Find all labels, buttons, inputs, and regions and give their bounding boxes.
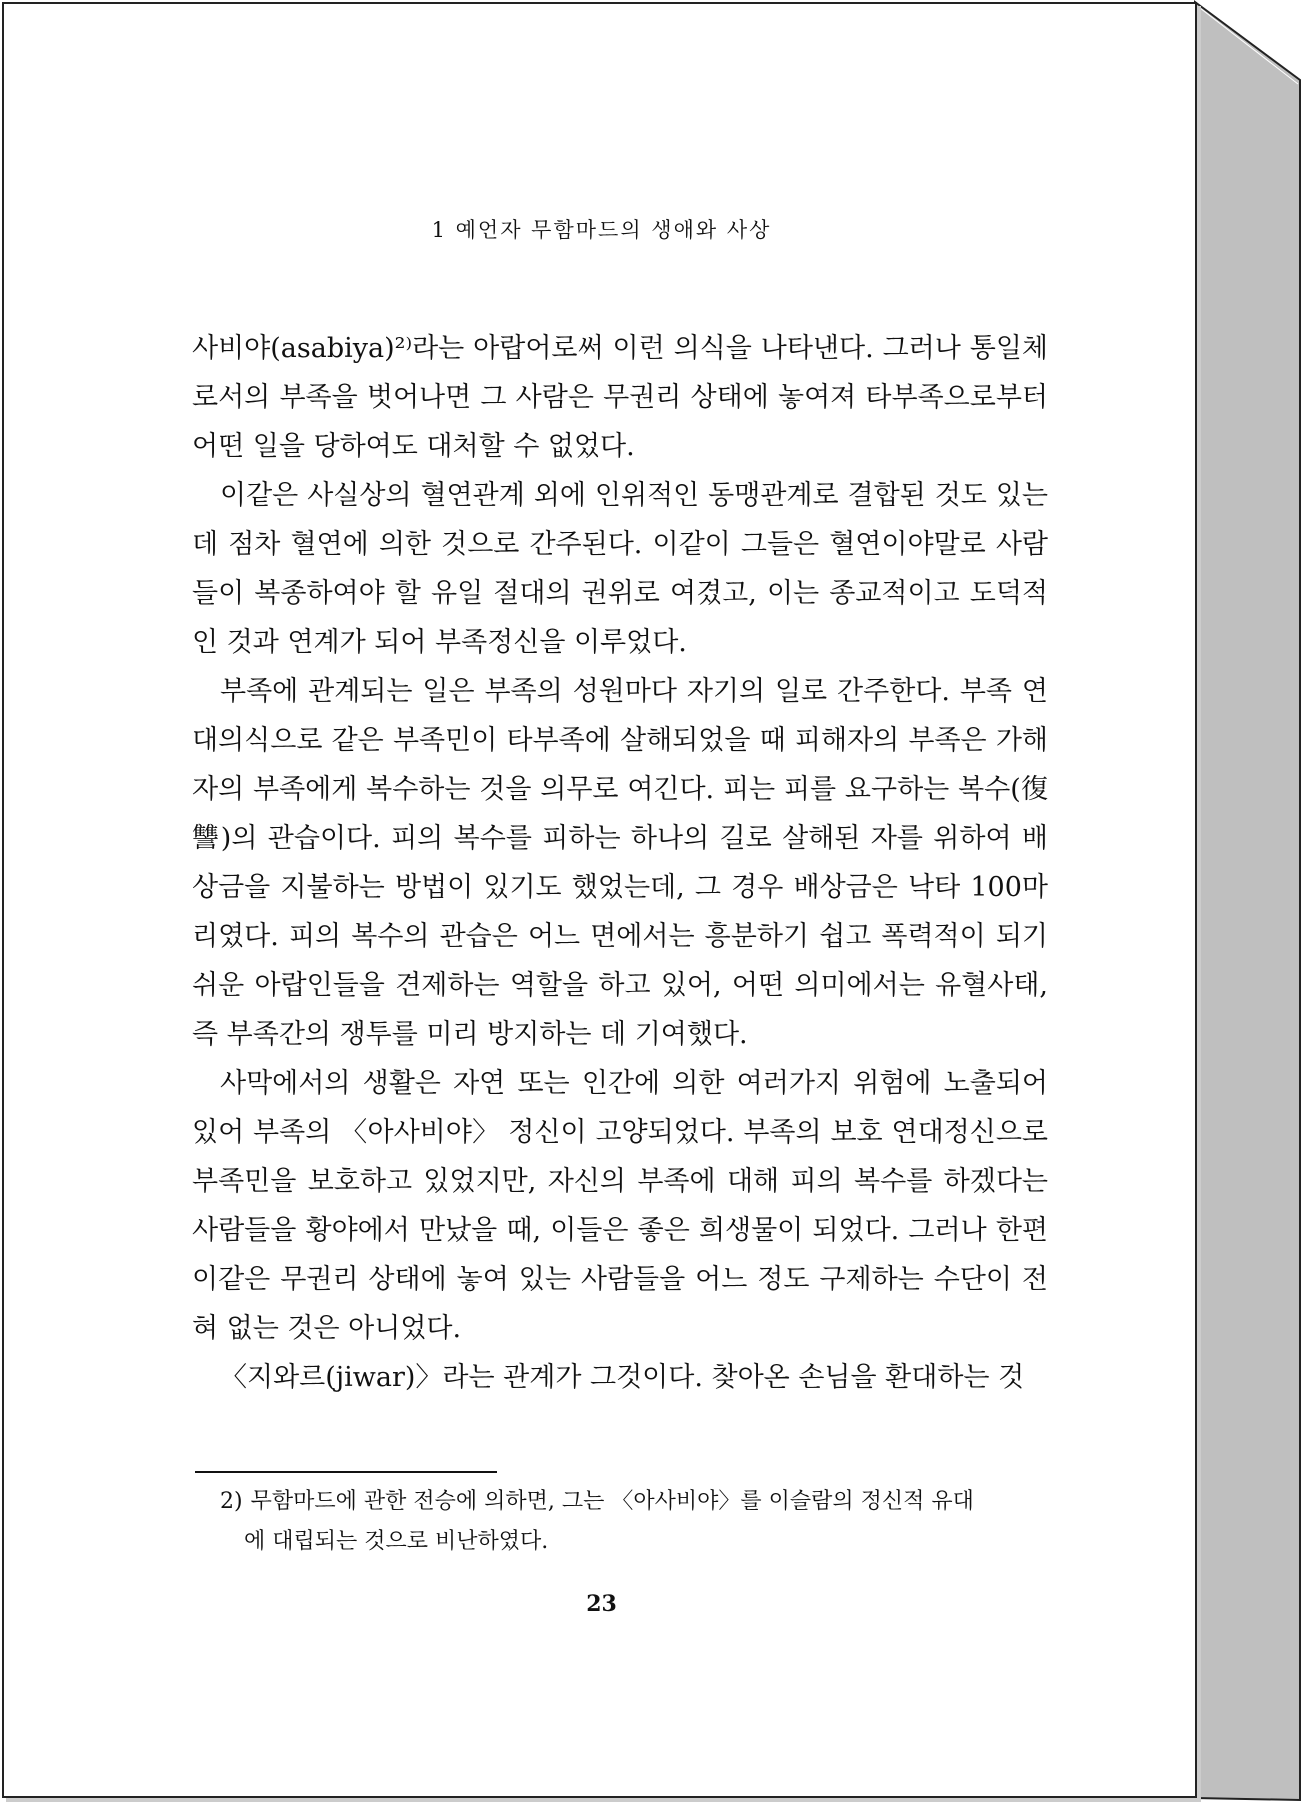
paragraph: 이같은 사실상의 혈연관계 외에 인위적인 동맹관계로 결합된 것도 있는데 점차 혈연에 의한 것으로 간주된다. 이같이 그들은 혈연이야말로 사람들이 복종하여야 할 유일 절대의 권위로 여겼고, 이는 종교적이고 도덕적인 것과 연계가 되어 부족정신을 이루었다.	[192, 480, 1048, 658]
running-header: 1 예언자 무함마드의 생애와 사상	[431, 218, 772, 242]
book-page	[2, 2, 1197, 1798]
footnote-text-line2: 에 대립되는 것으로 비난하였다.	[244, 1529, 549, 1554]
footnote	[220, 1482, 1052, 1562]
body-text	[192, 324, 1048, 1402]
paragraph-continuation: 사비야(asabiya)²⁾라는 아랍어로써 이런 의식을 나타낸다. 그러나 통일체로서의 부족을 벗어나면 그 사람은 무권리 상태에 놓여져 타부족으로부터 어떤 일을 당하여도 대처할 수 없었다.	[192, 333, 1048, 462]
page-number: 23	[586, 1591, 617, 1617]
paragraph: 〈지와르(jiwar)〉라는 관계가 그것이다. 찾아온 손님을 환대하는 것	[220, 1362, 1025, 1393]
footnote-mark: 2)	[220, 1489, 243, 1514]
paragraph: 부족에 관계되는 일은 부족의 성원마다 자기의 일로 간주한다. 부족 연대의식으로 같은 부족민이 타부족에 살해되었을 때 피해자의 부족은 가해자의 부족에게 복수하는 것을 의무로 여긴다. 피는 피를 요구하는 복수(復讐)의 관습이다. 피의 복수를 피하는 하나의 길로 살해된 자를 위하여 배상금을 지불하는 방법이 있기도 했었는데, 그 경우 배상금은 낙타 100마리였다. 피의 복수의 관습은 어느 면에서는 흥분하기 쉽고 폭력적이 되기 쉬운 아랍인들을 견제하는 역할을 하고 있어, 어떤 의미에서는 유혈사태, 즉 부족간의 쟁투를 미리 방지하는 데 기여했다.	[192, 676, 1048, 1050]
footnote-text-line1: 무함마드에 관한 전승에 의하면, 그는 〈아사비야〉를 이슬람의 정신적 유대	[250, 1489, 974, 1514]
footnote-divider	[195, 1471, 497, 1473]
paragraph: 사막에서의 생활은 자연 또는 인간에 의한 여러가지 위험에 노출되어 있어 부족의 〈아사비야〉 정신이 고양되었다. 부족의 보호 연대정신으로 부족민을 보호하고 있었지만, 자신의 부족에 대해 피의 복수를 하겠다는 사람들을 황야에서 만났을 때, 이들은 좋은 희생물이 되었다. 그러나 한편 이같은 무권리 상태에 놓여 있는 사람들을 어느 정도 구제하는 수단이 전혀 없는 것은 아니었다.	[192, 1068, 1048, 1344]
